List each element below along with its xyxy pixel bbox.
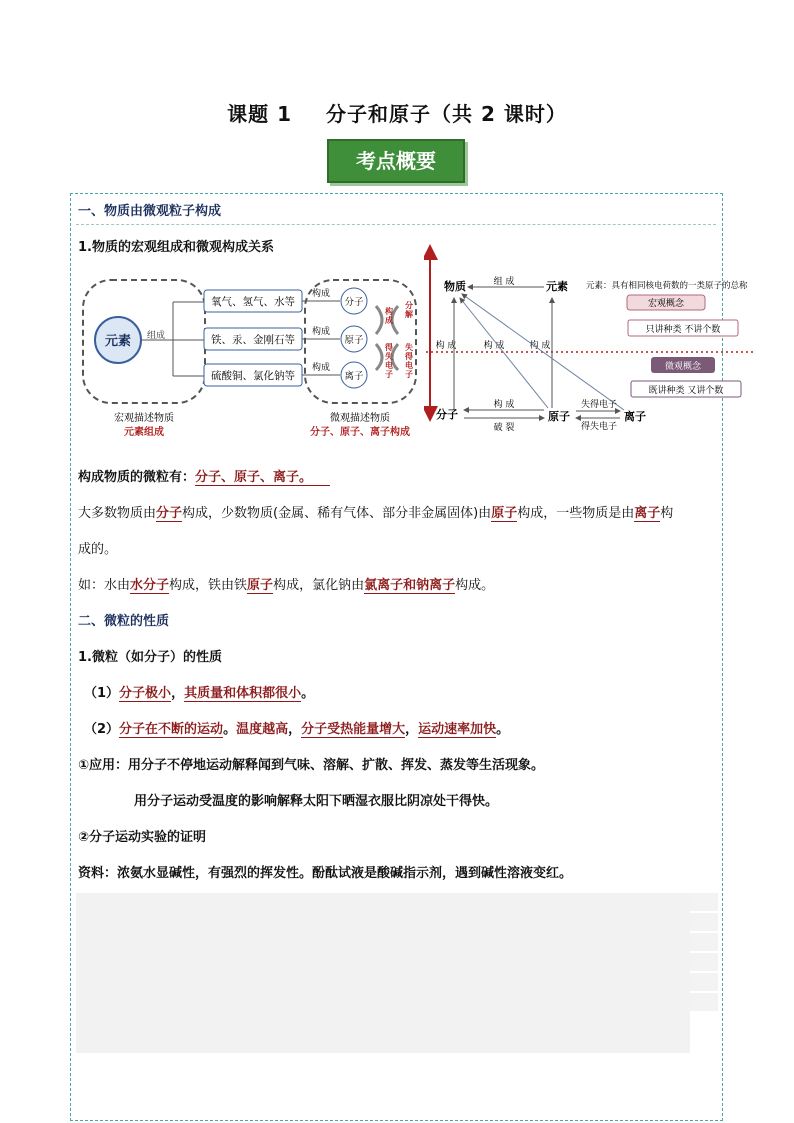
- construct-row-2: 构 成: [483, 341, 505, 351]
- micro-note: 既讲种类 又讲个数: [648, 386, 724, 396]
- macro-micro-diagram: [78, 268, 424, 444]
- experiment-heading: ②分子运动实验的证明: [78, 830, 207, 845]
- summary-badge: 考点概要: [327, 139, 465, 183]
- lesson-number: 课题 1: [227, 102, 293, 126]
- compose-label: 组成: [146, 331, 166, 341]
- substance-particle-diagram: [424, 240, 756, 436]
- compose-label-right: 组 成: [493, 277, 515, 287]
- blank-region: [76, 893, 690, 1053]
- gain-lose-label: 失得电子: [580, 400, 618, 410]
- particle-ion: 离子: [344, 371, 364, 382]
- construct-label-3: 构成: [311, 363, 331, 373]
- substance-2: 铁、汞、金刚石等: [211, 334, 295, 346]
- blank-side-strip: [690, 893, 718, 1013]
- micro-subcaption: 分子、原子、离子构成: [310, 427, 410, 438]
- material-line: 资料：浓氨水显碱性，有强烈的挥发性。酚酞试液是酸碱指示剂，遇到碱性溶液变红。: [78, 866, 573, 881]
- construct-row-1: 构 成: [435, 341, 457, 351]
- node-molecule: 分子: [436, 408, 458, 421]
- node-ion: 离子: [624, 410, 646, 423]
- section2-heading: 二、微粒的性质: [78, 614, 170, 629]
- divider: [76, 224, 716, 225]
- macro-note: 只讲种类 不讲个数: [645, 325, 721, 335]
- construct-bottom: 构 成: [493, 400, 515, 410]
- element-node: 元素: [104, 334, 132, 349]
- node-atom: 原子: [548, 410, 570, 423]
- page-title: [0, 98, 794, 127]
- property-1: （1）分子极小，其质量和体积都很小。: [84, 686, 315, 701]
- break-bottom: 破 裂: [493, 423, 515, 433]
- element-definition: 元素：具有相同核电荷数的一类原子的总称: [586, 281, 748, 291]
- micro-concept: 微观概念: [664, 362, 702, 372]
- construct-label-2: 构成: [311, 327, 331, 337]
- node-substance: 物质: [444, 280, 466, 293]
- particle-molecule: 分子: [344, 297, 364, 308]
- micro-caption: 微观描述物质: [330, 413, 390, 424]
- lesson-name: 分子和原子（共 2 课时）: [326, 102, 567, 126]
- construct-row-3: 构 成: [529, 341, 551, 351]
- example-line: 如：水由水分子构成，铁由铁原子构成，氯化钠由氯离子和钠离子构成。: [78, 578, 495, 593]
- svg-text:构成 分解 得失电子 失得电子: 构成 分解 得失电子 失得电子: [385, 301, 413, 379]
- node-element: 元素: [546, 280, 568, 293]
- macro-concept: 宏观概念: [647, 299, 685, 309]
- particles-line: 构成物质的微粒有：分子、原子、离子。: [78, 466, 330, 485]
- macro-caption: 宏观描述物质: [114, 413, 174, 424]
- application-1: ①应用：用分子不停地运动解释闻到气味、溶解、扩散、挥发、蒸发等生活现象。: [78, 758, 545, 773]
- construct-label-1: 构成: [311, 289, 331, 299]
- property-2: （2）分子在不断的运动。温度越高，分子受热能量增大，运动速率加快。: [84, 722, 510, 737]
- lose-gain-label: 得失电子: [580, 422, 618, 432]
- substance-3: 硫酸铜、氯化钠等: [211, 370, 295, 382]
- substance-1: 氧气、氢气、水等: [211, 296, 295, 308]
- macro-subcaption: 元素组成: [124, 427, 164, 438]
- section2-subheading: 1.微粒（如分子）的性质: [78, 650, 222, 665]
- application-2: 用分子运动受温度的影响解释太阳下晒湿衣服比阴凉处干得快。: [134, 794, 499, 809]
- most-substances-line: 大多数物质由分子构成，少数物质(金属、稀有气体、部分非金属固体)由原子构成，一些物质是由离子构: [78, 506, 674, 521]
- section1-heading: 一、物质由微观粒子构成: [78, 204, 222, 219]
- section1-subheading: 1.物质的宏观组成和微观构成关系: [78, 240, 274, 255]
- most-substances-line-2: 成的。: [78, 542, 118, 557]
- particle-atom: 原子: [344, 335, 364, 346]
